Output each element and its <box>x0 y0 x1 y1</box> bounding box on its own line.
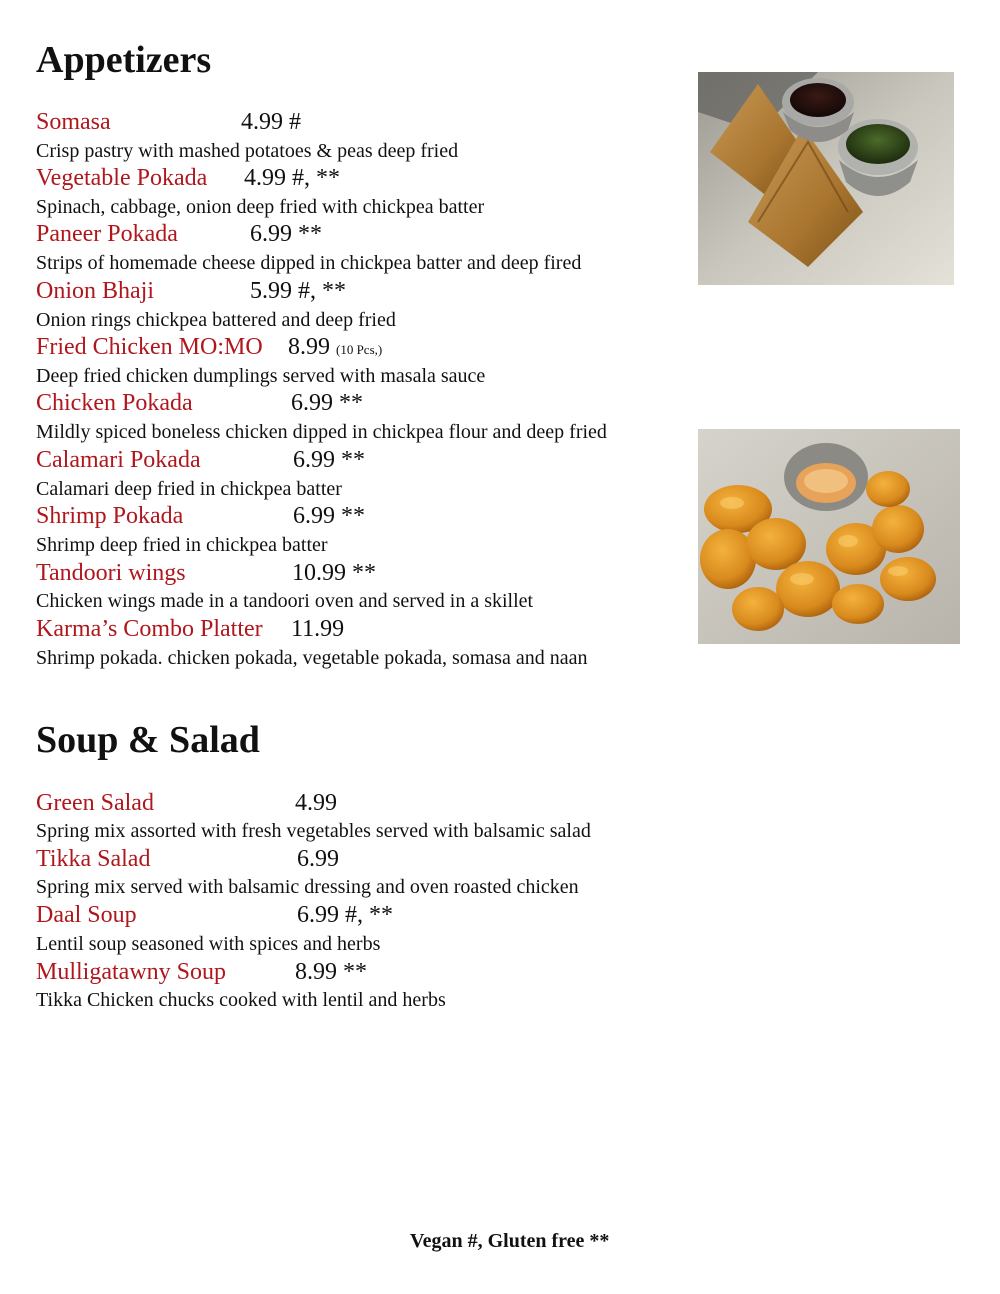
item-name: Vegetable Pokada <box>36 165 208 191</box>
item-description: Onion rings chickpea battered and deep fried <box>36 309 396 331</box>
item-name: Tandoori wings <box>36 560 186 586</box>
item-description: Spring mix assorted with fresh vegetables served with balsamic salad <box>36 820 591 842</box>
item-price: 5.99 #, ** <box>250 278 346 304</box>
samosa-photo <box>698 72 954 285</box>
item-description: Shrimp deep fried in chickpea batter <box>36 534 328 556</box>
item-price: 4.99 # <box>241 109 301 135</box>
price-value: 8.99 <box>288 334 330 360</box>
item-description: Strips of homemade cheese dipped in chickpea batter and deep fired <box>36 252 582 274</box>
item-price <box>288 335 382 359</box>
item-price: 6.99 ** <box>293 503 365 529</box>
item-price: 6.99 ** <box>250 221 322 247</box>
item-price: 6.99 #, ** <box>297 902 393 928</box>
item-description: Calamari deep fried in chickpea batter <box>36 478 342 500</box>
item-description: Deep fried chicken dumplings served with masala sauce <box>36 365 486 387</box>
item-price: 4.99 <box>295 790 337 816</box>
item-name: Paneer Pokada <box>36 221 178 247</box>
dietary-legend: Vegan #, Gluten free ** <box>410 1230 610 1252</box>
item-price: 8.99 ** <box>295 959 367 985</box>
item-price: 6.99 ** <box>293 447 365 473</box>
appetizers-heading: Appetizers <box>36 39 212 81</box>
item-price: 11.99 <box>291 616 345 642</box>
item-description: Lentil soup seasoned with spices and herbs <box>36 933 381 955</box>
item-description: Spring mix served with balsamic dressing and oven roasted chicken <box>36 876 579 898</box>
item-price: 4.99 #, ** <box>244 165 340 191</box>
item-name: Somasa <box>36 109 111 135</box>
soup-salad-heading: Soup & Salad <box>36 719 260 761</box>
item-name: Mulligatawny Soup <box>36 959 226 985</box>
portion-note: (10 Pcs,) <box>336 342 383 357</box>
item-description: Crisp pastry with mashed potatoes & peas deep fried <box>36 140 459 162</box>
pokada-photo <box>698 429 960 644</box>
item-name: Karma’s Combo Platter <box>36 616 263 642</box>
item-description: Shrimp pokada. chicken pokada, vegetable pokada, somasa and naan <box>36 647 588 669</box>
item-description: Spinach, cabbage, onion deep fried with chickpea batter <box>36 196 485 218</box>
item-price: 6.99 ** <box>291 390 363 416</box>
item-description: Tikka Chicken chucks cooked with lentil and herbs <box>36 989 446 1011</box>
item-description: Chicken wings made in a tandoori oven and served in a skillet <box>36 590 534 612</box>
item-name: Calamari Pokada <box>36 447 201 473</box>
item-name: Chicken Pokada <box>36 390 193 416</box>
item-name: Daal Soup <box>36 902 137 928</box>
item-name: Green Salad <box>36 790 154 816</box>
item-price: 10.99 ** <box>292 560 376 586</box>
item-name: Tikka Salad <box>36 846 151 872</box>
item-name: Fried Chicken MO:MO <box>36 334 263 360</box>
item-name: Onion Bhaji <box>36 278 154 304</box>
item-name: Shrimp Pokada <box>36 503 184 529</box>
item-description: Mildly spiced boneless chicken dipped in chickpea flour and deep fried <box>36 421 607 443</box>
item-price: 6.99 <box>297 846 339 872</box>
